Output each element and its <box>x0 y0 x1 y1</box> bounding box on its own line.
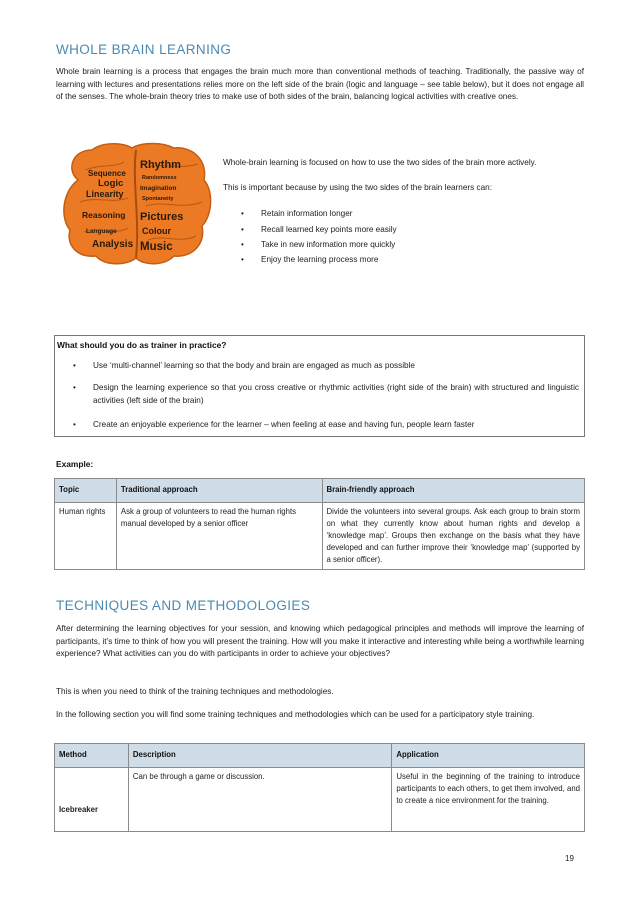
column-header-traditional: Traditional approach <box>116 479 322 503</box>
cell-brain-friendly: Divide the volunteers into several groups. Ask each group to brain storm on what they currently know about human rights and develop a ‘knowledge map’. Groups then exchange on the basis what they have developed and can further improve their ‘knowledge map’ (supported by a senior officer). <box>322 503 584 570</box>
brain-word-pictures: Pictures <box>140 211 184 223</box>
techniques-paragraph-1: After determining the learning objectives for your session, and knowing which pedagogical principles and methods will improve the learning of participants, it’s time to think of how you will present the training. How will you make it interactive and interesting while being a worthwhile learning experience? What activities can you do with participants in order to achieve your objectives? <box>56 624 584 659</box>
column-header-topic: Topic <box>55 479 117 503</box>
table-row <box>55 768 585 832</box>
example-table <box>54 478 585 570</box>
brain-word-logic: Logic <box>98 178 124 189</box>
brain-word-music: Music <box>140 241 173 253</box>
brain-word-randomness: Randomness <box>142 175 177 181</box>
brain-word-rhythm: Rhythm <box>140 159 181 171</box>
cell-topic: Human rights <box>55 503 117 570</box>
example-label: Example: <box>56 459 94 469</box>
brain-word-colour: Colour <box>142 226 171 236</box>
section-heading-whole-brain: WHOLE BRAIN LEARNING <box>56 42 232 57</box>
practice-item: • Use ‘multi-channel’ learning so that the body and brain are engaged as much as possible <box>93 360 579 373</box>
brain-word-analysis: Analysis <box>92 239 134 250</box>
list-item: • Recall learned key points more easily <box>233 222 581 237</box>
column-header-brain-friendly: Brain-friendly approach <box>322 479 584 503</box>
brain-illustration <box>58 140 214 268</box>
brain-word-reasoning: Reasoning <box>82 210 126 220</box>
brain-word-language: Language <box>86 228 117 235</box>
brain-word-linearity: Linearity <box>86 189 124 199</box>
trainer-practice-box <box>54 335 585 437</box>
benefits-list <box>233 206 581 267</box>
brain-word-spontaneity: Spontaneity <box>142 196 174 202</box>
section-heading-techniques: TECHNIQUES AND METHODOLOGIES <box>56 598 311 613</box>
column-header-description: Description <box>128 744 391 768</box>
column-header-method: Method <box>55 744 129 768</box>
column-header-application: Application <box>392 744 585 768</box>
list-item: • Enjoy the learning process more <box>233 252 581 267</box>
cell-traditional: Ask a group of volunteers to read the human rights manual developed by a senior officer <box>116 503 322 570</box>
page-number: 19 <box>565 854 574 863</box>
practice-item: • Create an enjoyable experience for the learner – when feeling at ease and having fun, people learn faster <box>93 419 579 432</box>
benefits-paragraph-1: Whole-brain learning is focused on how to use the two sides of the brain more actively. <box>223 158 537 167</box>
brain-word-imagination: Imagination <box>140 185 177 192</box>
list-item: • Retain information longer <box>233 206 581 221</box>
whole-brain-benefits <box>223 157 581 267</box>
brain-word-sequence: Sequence <box>88 169 126 178</box>
methods-table <box>54 743 585 832</box>
cell-application: Useful in the beginning of the training to introduce participants to each others, to get them involved, and to create a nice environment for the training. <box>392 768 585 832</box>
table-row <box>55 503 585 570</box>
techniques-paragraph-2: This is when you need to think of the training techniques and methodologies. <box>56 687 334 696</box>
table-header-row <box>55 744 585 768</box>
cell-method: Icebreaker <box>55 768 129 832</box>
benefits-paragraph-2: This is important because by using the two sides of the brain learners can: <box>223 182 492 192</box>
list-item: • Take in new information more quickly <box>233 237 581 252</box>
table-header-row <box>55 479 585 503</box>
practice-item: • Design the learning experience so that you cross creative or rhythmic activities (right side of the brain) with structured and linguistic activities (left side of the brain) <box>93 382 579 407</box>
whole-brain-intro-paragraph: Whole brain learning is a process that engages the brain much more than conventional methods of teaching. Traditionally, the passive way of learning with lectures and presentations relies more on the left side of the brain (logic and language – see table below), but it does not engage all of the senses. The whole-brain theory tries to make use of both sides of the brain, balancing logical activities with creative ones. <box>56 67 584 102</box>
cell-description: Can be through a game or discussion. <box>128 768 391 832</box>
practice-box-title: What should you do as trainer in practice? <box>57 340 227 350</box>
techniques-paragraph-3: In the following section you will find some training techniques and methodologies which can be used for a participatory style training. <box>56 710 535 719</box>
